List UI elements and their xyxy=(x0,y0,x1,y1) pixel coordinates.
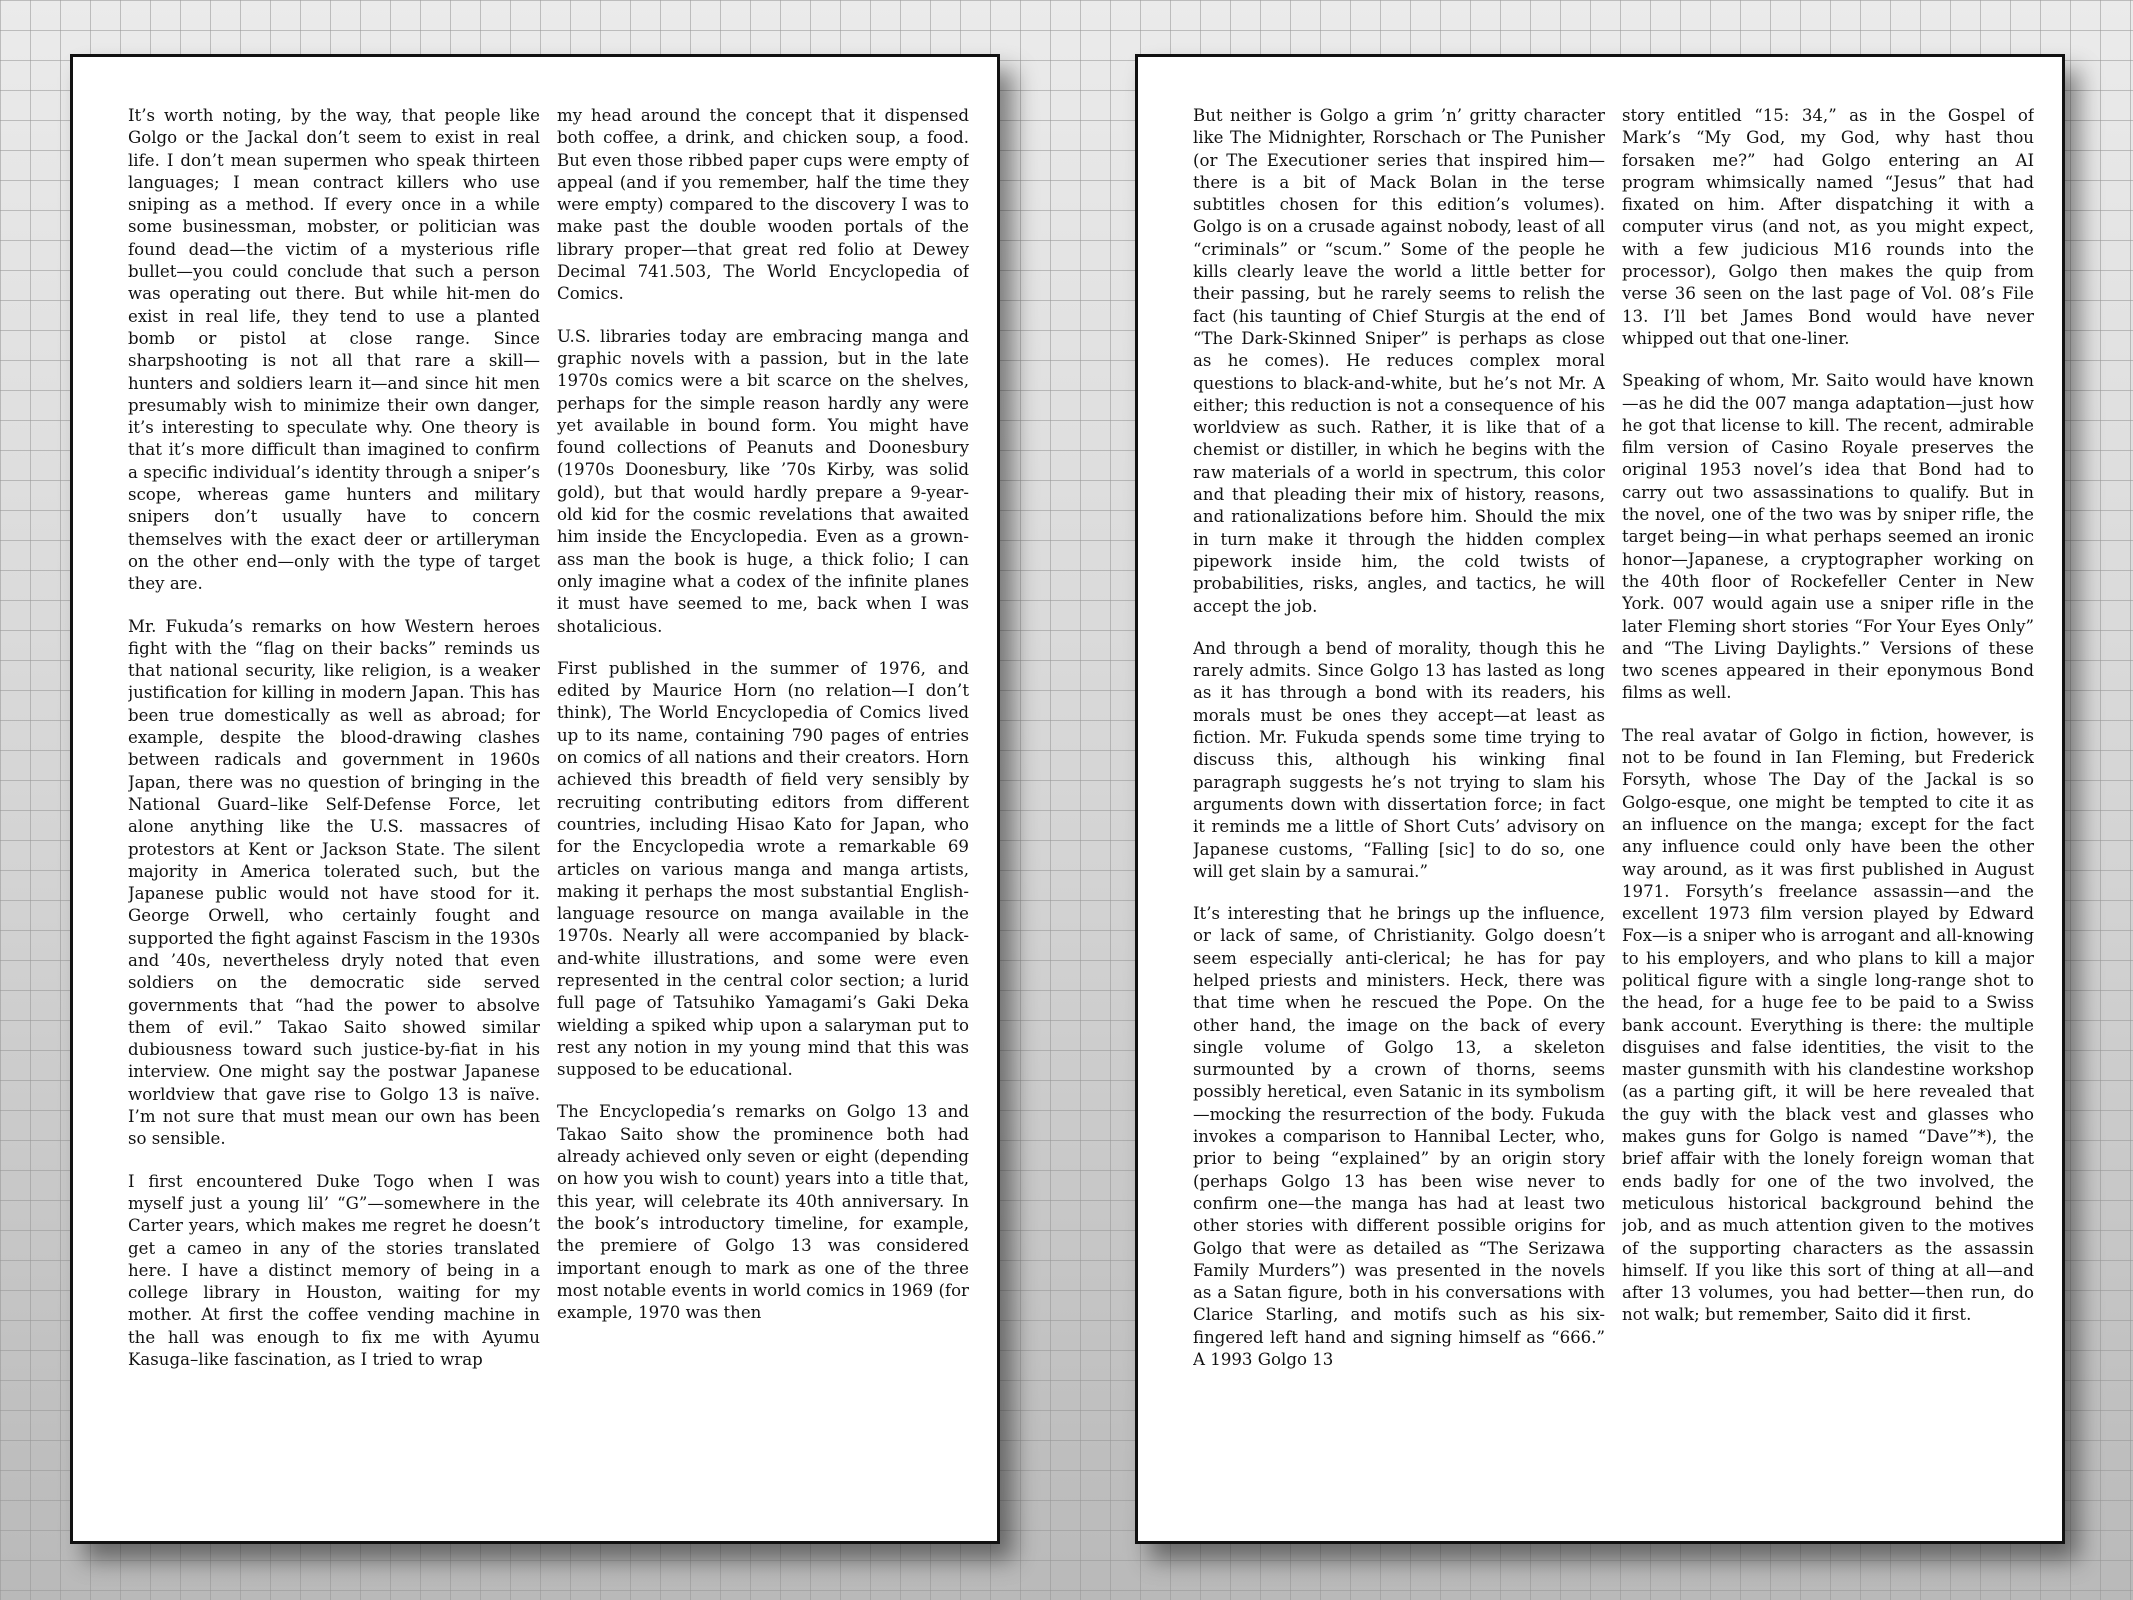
paragraph: It’s worth noting, by the way, that people like Golgo or the Jackal don’t seem to exist in real life. I don’t mean supermen who speak thirteen languages; I mean contract killers who use sniping as a method. If every once in a while some businessman, mobster, or politician was found dead—the victim of a mysterious rifle bullet—you could conclude that such a person was operating out there. But while hit-men do exist in real life, they tend to use a planted bomb or pistol at close range. Since sharpshooting is not all that rare a skill—hunters and soldiers learn it—and since hit men presumably wish to minimize their own danger, it’s interesting to speculate why. One theory is that it’s more difficult than imagined to confirm a specific individual’s identity through a sniper’s scope, whereas game hunters and military snipers don’t usually have to concern themselves with the exact deer or artilleryman on the other end—only with the type of target they are. xyxy=(128,106,540,594)
right-page xyxy=(1135,54,2065,1544)
right-page-column-2 xyxy=(1622,105,2034,1505)
paragraph: But neither is Golgo a grim ’n’ gritty character like The Midnighter, Rorschach or The Punisher (or The Executioner series that inspired him—there is a bit of Mack Bolan in the terse subtitles chosen for this edition’s volumes). Golgo is on a crusade against nobody, least of all “criminals” or “scum.” Some of the people he kills clearly leave the world a little better for their passing, but he rarely seems to relish the fact (his taunting of Chief Sturgis at the end of “The Dark-Skinned Sniper” is perhaps as close as he comes). He reduces complex moral questions to black-and-white, but he’s not Mr. A either; this reduction is not a consequence of his worldview as such. Rather, it is like that of a chemist or distiller, in which he begins with the raw materials of a world in spectrum, this color and that pleading their mix of history, reasons, and rationalizations before him. Should the mix in turn make it through the hidden complex pipework inside him, the cold twists of probabilities, risks, angles, and tactics, he will accept the job. xyxy=(1193,106,1605,616)
paragraph: story entitled “15: 34,” as in the Gospel of Mark’s “My God, my God, why hast thou forsaken me?” had Golgo entering an AI program whimsically named “Jesus” that had fixated on him. After dispatching it with a computer virus (and not, as you might expect, with a few judicious M16 rounds into the processor), Golgo then makes the quip from verse 36 seen on the last page of Vol. 08’s File 13. I’ll bet James Bond would have never whipped out that one-liner. xyxy=(1622,106,2034,348)
paragraph: The real avatar of Golgo in fiction, however, is not to be found in Ian Fleming, but Frederick Forsyth, whose The Day of the Jackal is so Golgo-esque, one might be tempted to cite it as an influence on the manga; except for the fact any influence could only have been the other way around, as it was first published in August 1971. Forsyth’s freelance assassin—and the excellent 1973 film version played by Edward Fox—is a sniper who is arrogant and all-knowing to his employers, and who plans to kill a major political figure with a single long-range shot to the head, for a huge fee to be paid to a Swiss bank account. Everything is there: the multiple disguises and false identities, the visit to the master gunsmith with his clandestine workshop (as a parting gift, it will be here revealed that the guy with the black vest and glasses who makes guns for Golgo is named “Dave”*), the brief affair with the lonely foreign woman that ends badly for one of the two involved, the meticulous historical background behind the job, and as much attention given to the motives of the supporting characters as the assassin himself. If you like this sort of thing at all—and after 13 volumes, you had better—then run, do not walk; but remember, Saito did it first. xyxy=(1622,725,2034,1325)
right-page-column-1 xyxy=(1193,105,1605,1505)
left-page xyxy=(70,54,1000,1544)
paragraph: Mr. Fukuda’s remarks on how Western heroes fight with the “flag on their backs” reminds us that national security, like religion, is a weaker justification for killing in modern Japan. This has been true domestically as well as abroad; for example, despite the blood-drawing clashes between radicals and government in 1960s Japan, there was no question of bringing in the National Guard–like Self-Defense Force, let alone anything like the U.S. massacres of protestors at Kent or Jackson State. The silent majority in America tolerated such, but the Japanese public would not have stood for it. George Orwell, who certainly fought and supported the fight against Fascism in the 1930s and ’40s, nevertheless dryly noted that even soldiers on the democratic side served governments that “had the power to absolve them of evil.” Takao Saito showed similar dubiousness toward such justice-by-fiat in his interview. One might say the postwar Japanese worldview that gave rise to Golgo 13 is naïve. I’m not sure that must mean our own has been so sensible. xyxy=(128,616,540,1149)
paragraph: I first encountered Duke Togo when I was myself just a young lil’ “G”—somewhere in the Carter years, which makes me regret he doesn’t get a cameo in any of the stories translated here. I have a distinct memory of being in a college library in Houston, waiting for my mother. At first the coffee vending machine in the hall was enough to fix me with Ayumu Kasuga–like fascination, as I tried to wrap xyxy=(128,1171,540,1370)
paragraph: And through a bend of morality, though this he rarely admits. Since Golgo 13 has lasted as long as it has through a bond with its readers, his morals must be ones they accept—at least as fiction. Mr. Fukuda spends some time trying to discuss this, although his winking final paragraph suggests he’s not trying to slam his arguments down with dissertation force; in fact it reminds me a little of Short Cuts’ advisory on Japanese customs, “Falling [sic] to do so, one will get slain by a samurai.” xyxy=(1193,638,1605,881)
paragraph: The Encyclopedia’s remarks on Golgo 13 and Takao Saito show the prominence both had already achieved only seven or eight (depending on how you wish to count) years into a title that, this year, will celebrate its 40th anniversary. In the book’s introductory timeline, for example, the premiere of Golgo 13 was considered important enough to mark as one of the three most notable events in world comics in 1969 (for example, 1970 was then xyxy=(557,1102,969,1323)
paragraph: U.S. libraries today are embracing manga and graphic novels with a passion, but in the late 1970s comics were a bit scarce on the shelves, perhaps for the simple reason hardly any were yet available in bound form. You might have found collections of Peanuts and Doonesbury (1970s Doonesbury, like ’70s Kirby, was solid gold), but that would hardly prepare a 9-year-old kid for the cosmic revelations that awaited him inside the Encyclopedia. Even as a grown-ass man the book is huge, a thick folio; I can only imagine what a codex of the infinite planes it must have seemed to me, back when I was shotalicious. xyxy=(557,326,969,636)
paragraph: Speaking of whom, Mr. Saito would have known—as he did the 007 manga adaptation—just how he got that license to kill. The recent, admirable film version of Casino Royale preserves the original 1953 novel’s idea that Bond had to carry out two assassinations to qualify. But in the novel, one of the two was by sniper rifle, the target being—in what perhaps seemed an ironic honor—Japanese, a cryptographer working on the 40th floor of Rockefeller Center in New York. 007 would again use a sniper rifle in the later Fleming short stories “For Your Eyes Only” and “The Living Daylights.” Versions of these two scenes appeared in their eponymous Bond films as well. xyxy=(1622,371,2034,703)
paragraph: First published in the summer of 1976, and edited by Maurice Horn (no relation—I don’t think), The World Encyclopedia of Comics lived up to its name, containing 790 pages of entries on comics of all nations and their creators. Horn achieved this breadth of field very sensibly by recruiting contributing editors from different countries, including Hisao Kato for Japan, who for the Encyclopedia wrote a remarkable 69 articles on various manga and manga artists, making it perhaps the most substantial English-language resource on manga available in the 1970s. Nearly all were accompanied by black-and-white illustrations, and some were even represented in the central color section; a lurid full page of Tatsuhiko Yamagami’s Gaki Deka wielding a spiked whip upon a salaryman put to rest any notion in my young mind that this was supposed to be educational. xyxy=(557,658,969,1080)
paragraph: my head around the concept that it dispensed both coffee, a drink, and chicken soup, a food. But even those ribbed paper cups were empty of appeal (and if you remember, half the time they were empty) compared to the discovery I was to make past the double wooden portals of the library proper—that great red folio at Dewey Decimal 741.503, The World Encyclopedia of Comics. xyxy=(557,106,969,304)
left-page-column-2 xyxy=(557,105,969,1505)
left-page-column-1 xyxy=(128,105,540,1505)
paragraph: It’s interesting that he brings up the influence, or lack of same, of Christianity. Golgo doesn’t seem especially anti-clerical; he has for pay helped priests and ministers. Heck, there was that time when he rescued the Pope. On the other hand, the image on the back of every single volume of Golgo 13, a skeleton surmounted by a crown of thorns, seems possibly heretical, even Satanic in its symbolism—mocking the resurrection of the body. Fukuda invokes a comparison to Hannibal Lecter, who, prior to being “explained” by an origin story (perhaps Golgo 13 has been wise never to confirm one—the manga has had at least two other stories with different possible origins for Golgo that were as detailed as “The Serizawa Family Murders”) was presented in the novels as a Satan figure, both in his conversations with Clarice Starling, and motifs such as his six-fingered left hand and signing himself as “666.” A 1993 Golgo 13 xyxy=(1193,904,1605,1370)
